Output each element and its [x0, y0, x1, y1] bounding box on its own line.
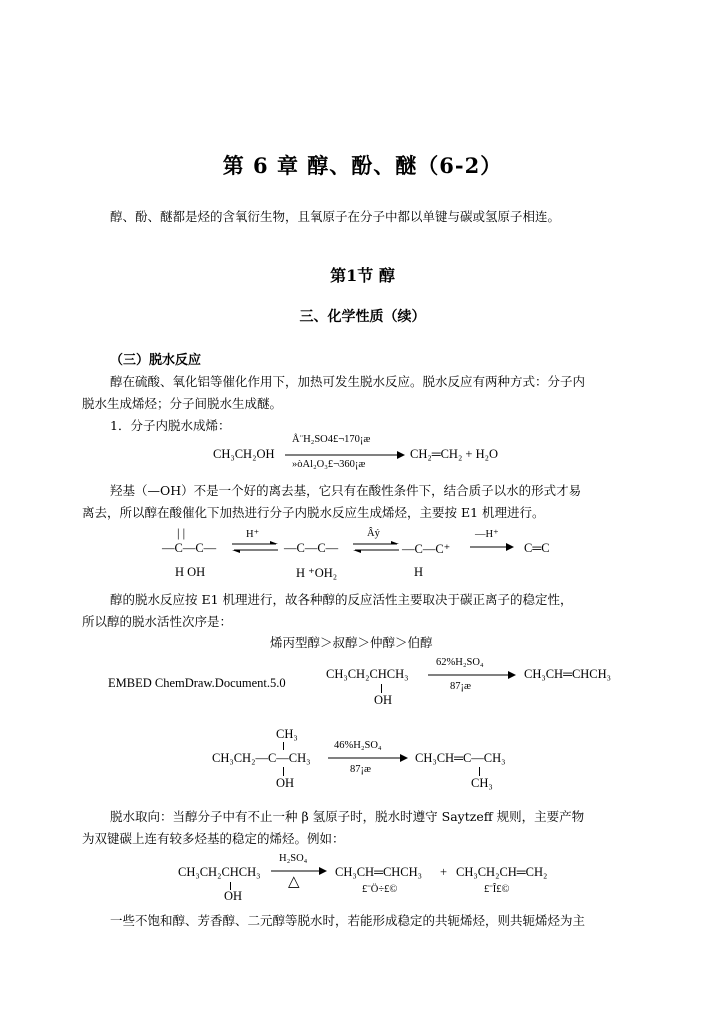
para3-line1: 醇的脱水反应按 E1 机理进行，故各种醇的反应活性主要取决于碳正离子的稳定性， [110, 592, 573, 607]
r3-bond-top [283, 742, 284, 750]
r2-reactant: CH₃CH₂CHCH₃ [326, 667, 409, 681]
r4-above: H₂SO₄ [279, 853, 308, 864]
mech-equilibrium-arrow-1 [232, 541, 278, 555]
r3-reactant: CH₃CH₂—C—CH₃ [212, 751, 311, 765]
r3-arrow [328, 754, 408, 762]
mech-equilibrium-arrow-2 [353, 541, 399, 555]
subsubsection-heading: （三）脱水反应 [110, 353, 202, 368]
r2-arrow [428, 671, 516, 679]
mech-s4: C═C [524, 541, 550, 555]
r4-label-major: £¨Ö÷£© [362, 884, 398, 895]
subsection-heading: 三、化学性质（续） [299, 309, 426, 325]
mech-arrow-3 [470, 543, 514, 551]
mech-slow-label: Âý [367, 528, 380, 539]
r2-embed-text: EMBED ChemDraw.Document.5.0 [108, 676, 286, 690]
r3-product: CH₃CH═C—CH₃ [415, 751, 506, 765]
mech-s3-bottom: H [414, 565, 424, 579]
para1-line2: 脱水生成烯烃；分子间脱水生成醚。 [82, 396, 283, 411]
r2-product: CH₃CH═CHCH₃ [524, 667, 612, 681]
r4-label-minor: £¨Î£© [484, 884, 510, 895]
r1-above: Å¨H₂SO4£¬170¡æ [292, 434, 371, 445]
para4-line2: 为双键碳上连有较多烃基的稳定的烯烃。例如： [82, 831, 345, 846]
mech-s2: —C—C— [284, 541, 339, 555]
r3-oh: OH [276, 776, 295, 790]
mech-s3: —C—C⁺ [402, 542, 451, 556]
mech-s1: —C—C— [162, 541, 217, 555]
para4-line1: 脱水取向：当醇分子中有不止一种 β 氢原子时，脱水时遵守 Saytzeff 规则，主要产物 [110, 809, 585, 824]
mech-s1-bottom: H OH [175, 565, 206, 579]
r4-product1: CH₃CH═CHCH₃ [335, 865, 423, 879]
page-title: 第 6 章 醇、酚、醚（6-2） [222, 153, 503, 178]
para2-line1: 羟基（—OH）不是一个好的离去基，它只有在酸性条件下，结合质子以水的形式才易 [110, 483, 582, 498]
activity-order: 烯丙型醇＞叔醇＞仲醇＞伯醇 [270, 635, 433, 650]
r2-bond [381, 684, 382, 693]
r3-below: 87¡æ [350, 764, 371, 775]
r3-bond-bottom [283, 767, 284, 776]
mech-hplus: H⁺ [246, 529, 260, 540]
r3-product-bond [479, 767, 480, 776]
r2-below: 87¡æ [450, 681, 471, 692]
item1-text: 1．分子内脱水成烯： [110, 418, 231, 433]
r1-product: CH₂═CH₂ + H₂O [410, 447, 499, 461]
section-heading: 第1节 醇 [330, 266, 395, 285]
r3-ch3-bottom: CH₃ [471, 776, 493, 790]
r4-reactant: CH₃CH₂CHCH₃ [178, 865, 261, 879]
r1-reactant: CH₃CH₂OH [213, 447, 275, 461]
r4-product2: CH₃CH₂CH═CH₂ [456, 865, 548, 879]
r2-oh: OH [374, 693, 393, 707]
r3-above: 46%H₂SO₄ [334, 740, 382, 751]
mech-s1-bonds: | | [177, 526, 186, 540]
para1-line1: 醇在硫酸、氧化铝等催化作用下，加热可发生脱水反应。脱水反应有两种方式：分子内 [110, 374, 586, 389]
mech-minus-h: —H⁺ [475, 529, 499, 540]
r4-plus: + [440, 865, 448, 879]
mech-s2-bottom: H ⁺OH₂ [296, 566, 338, 580]
r4-heat-triangle: △ [288, 874, 300, 890]
intro-text: 醇、酚、醚都是烃的含氧衍生物，且氧原子在分子中都以单键与碳或氢原子相连。 [110, 209, 561, 224]
r1-below: »òAl₂O₃£¬360¡æ [292, 459, 366, 470]
para5-text: 一些不饱和醇、芳香醇、二元醇等脱水时，若能形成稳定的共轭烯烃，则共轭烯烃为主 [110, 913, 586, 928]
para2-line2: 离去，所以醇在酸催化下加热进行分子内脱水反应生成烯烃，主要按 E1 机理进行。 [82, 505, 545, 520]
r4-oh: OH [224, 889, 243, 903]
para3-line2: 所以醇的脱水活性次序是： [82, 614, 233, 629]
r2-above: 62%H₂SO₄ [436, 657, 484, 668]
r3-ch3-top: CH₃ [276, 727, 298, 741]
